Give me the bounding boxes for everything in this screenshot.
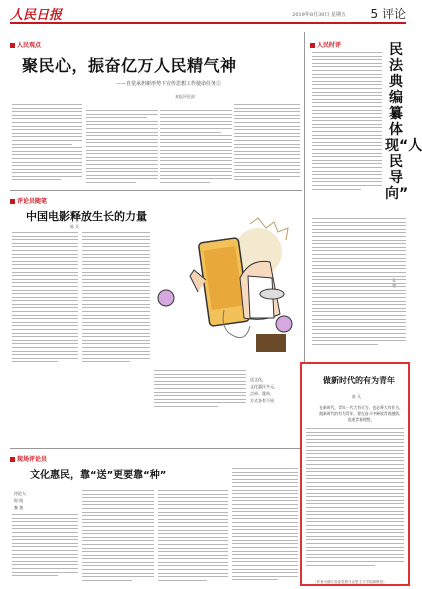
lead-column-2 <box>86 110 158 185</box>
newspaper-logo: 人民日报 <box>10 8 63 23</box>
dateline: 2019年8月30日 星期五 <box>292 12 346 18</box>
culture-column-2 <box>82 490 154 583</box>
meta-line: 评论人： <box>14 491 30 496</box>
delivery-cartoon <box>154 218 298 366</box>
page-number: 5 评论 <box>370 7 406 21</box>
section-label-lead: 人民观点 <box>10 40 41 49</box>
illustration-caption <box>250 376 300 404</box>
youth-headline: 做新时代的有为青年 <box>323 376 395 385</box>
right-column-top <box>312 52 382 192</box>
caption-line: 点单、派单， <box>250 391 274 396</box>
youth-body <box>306 428 404 568</box>
film-headline: 中国电影释放生长的力量 <box>26 210 147 223</box>
section-label-culture: 现场评论员 <box>10 454 47 463</box>
caption-line: 送文化， <box>250 377 266 382</box>
youth-intro: 在新时代，青年一代大有可为，也必将大有作为。做新时代的有为青年，要在奋斗中释放青春激情、追逐青春理想。 <box>319 405 403 422</box>
lead-headline: 聚民心，振奋亿万人民精气神 <box>22 56 237 75</box>
masthead <box>10 4 406 24</box>
dish-plate <box>260 289 284 299</box>
youth-footnote: （作者为浙江省委党校马克思主义学院副教授） <box>313 580 387 584</box>
culture-meta <box>14 490 74 511</box>
right-column-mid <box>312 218 406 347</box>
section-label-film: 评论员随笔 <box>10 196 47 205</box>
column-divider <box>304 32 305 362</box>
section-divider <box>10 448 300 449</box>
youth-byline: 陈 凡 <box>352 394 362 399</box>
section-divider <box>10 190 302 191</box>
film-column-1 <box>12 232 78 365</box>
film-column-3 <box>154 370 246 410</box>
table-block <box>256 334 286 352</box>
vertical-author: 璁 <box>392 283 397 288</box>
meta-line: 时 间 <box>14 498 24 503</box>
lead-column-4 <box>234 104 300 183</box>
section-label-right: 人民时评 <box>310 40 341 49</box>
culture-column-4 <box>232 468 298 583</box>
caption-line: 方式各有不同 <box>250 398 274 403</box>
caption-line: 文化惠民多元， <box>250 384 278 389</box>
culture-headline: 文化惠民，靠“送”更要靠“种” <box>30 470 167 481</box>
onion-right <box>276 316 292 332</box>
lead-subtitle: ——自觉承担新形势下宣传思想工作使命任务② <box>116 81 222 87</box>
vertical-title: 民法典编纂体现“人民导向” <box>385 42 422 202</box>
lead-byline: 本报评论部 <box>175 94 195 99</box>
lead-column-3 <box>160 110 232 185</box>
film-byline: 陈 凡 <box>70 224 80 229</box>
onion-left <box>158 290 174 306</box>
meta-line: 参 加 <box>14 505 24 510</box>
culture-column-3 <box>158 490 228 583</box>
film-column-2 <box>82 232 150 365</box>
culture-column-1 <box>12 514 78 579</box>
lead-column-1 <box>12 104 82 183</box>
